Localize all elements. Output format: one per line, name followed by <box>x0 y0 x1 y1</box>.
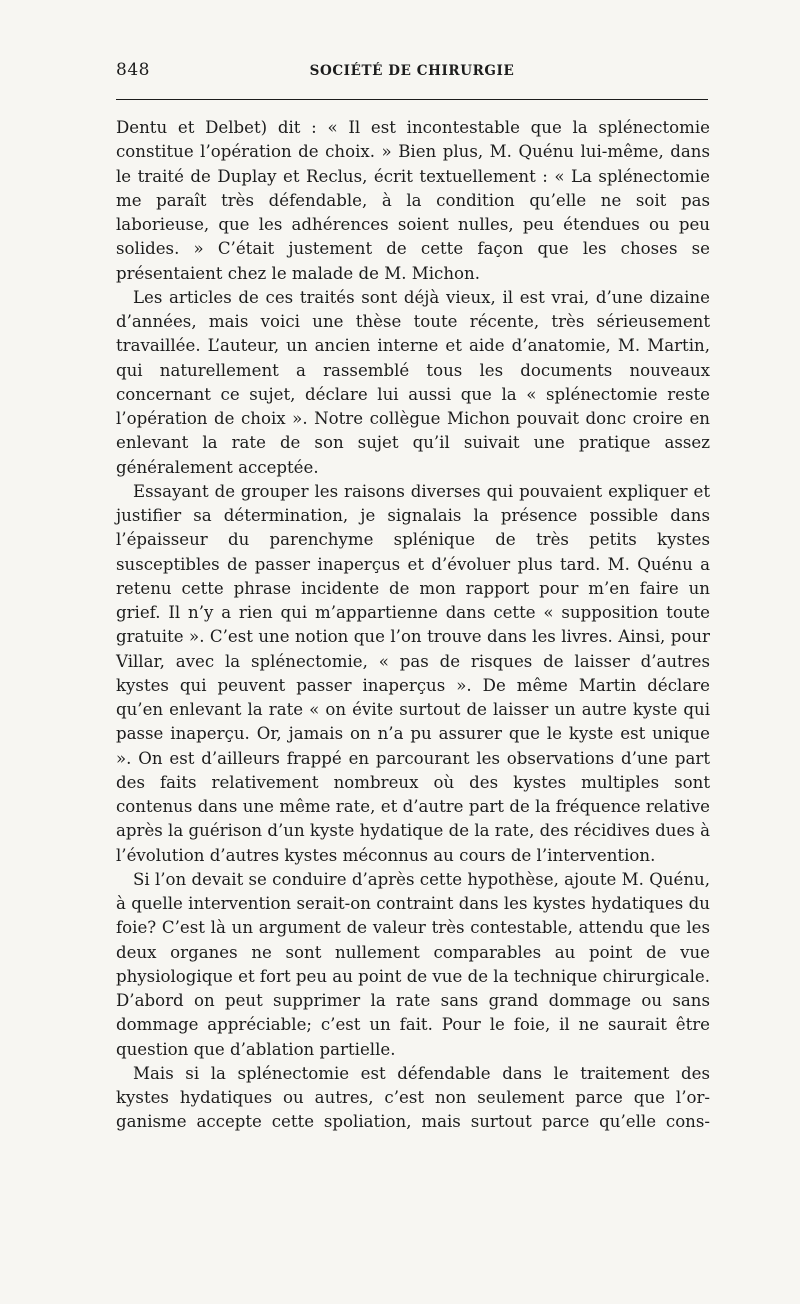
page-header <box>116 60 708 88</box>
header-rule <box>116 99 708 100</box>
paragraph-1: Dentu et Delbet) dit : « Il est incontestable que la splénectomie constitue l’opération de choix. » Bien plus, M. Quénu lui-même, dans le traité de Duplay et Reclus, écrit textuellement : « La splénectomie me paraît très défendable, à la condition qu’elle ne soit pas laborieuse, que les adhérences soient nulles, peu étendues ou peu solides. » C’était justement de cette façon que les choses se présentaient chez le malade de M. Michon. <box>116 118 710 283</box>
running-head: SOCIÉTÉ DE CHIRURGIE <box>309 63 515 79</box>
paragraph-5: Mais si la splénectomie est défendable dans le traitement des kystes hydatiques ou autres, c’est non seulement parce que l’organisme accepte cette spoliation, mais surtout parce qu’elle cons- <box>116 1063 710 1132</box>
paragraph-4: Si l’on devait se conduire d’après cette hypothèse, ajoute M. Quénu, à quelle intervention serait-on contraint dans les kystes hydatiques du foie? C’est là un argument de valeur très contestable, attendu que les deux organes ne sont nullement comparables au point de vue physiologique et fort peu au point de vue de la technique chirurgicale. D’abord on peut supprimer la rate sans grand dommage ou sans dommage appréciable; c’est un fait. Pour le foie, il ne saurait être question que d’ablation partielle. <box>116 869 710 1059</box>
page-number: 848 <box>116 60 150 80</box>
paragraph-2: Les articles de ces traités sont déjà vieux, il est vrai, d’une dizaine d’années, mais voici une thèse toute récente, très sérieusement travaillée. L’auteur, un ancien interne et aide d’anatomie, M. Martin, qui naturellement a rassemblé tous les documents nouveaux concernant ce sujet, déclare lui aussi que la « splénectomie reste l’opération de choix ». Notre collègue Michon pouvait donc croire en enlevant la rate de son sujet qu’il suivait une pratique assez généralement acceptée. <box>116 287 710 477</box>
paragraph-3: Essayant de grouper les raisons diverses qui pouvaient expliquer et justifier sa détermination, je signalais la présence possible dans l’épaisseur du parenchyme splénique de très petits kystes susceptibles de passer inaperçus et d’évoluer plus tard. M. Quénu a retenu cette phrase incidente de mon rapport pour m’en faire un grief. Il n’y a rien qui m’appartienne dans cette « supposition toute gratuite ». C’est une notion que l’on trouve dans les livres. Ainsi, pour Villar, avec la splénectomie, « pas de risques de laisser d’autres kystes qui peuvent passer inaperçus ». De même Martin déclare qu’en enlevant la rate « on évite surtout de laisser un autre kyste qui passe inaperçu. Or, jamais on n’a pu assurer que le kyste est unique ». On est d’ailleurs frappé en parcourant les observations d’une part des faits relativement nombreux où des kystes multiples sont contenus dans une même rate, et d’autre part de la fréquence relative après la guérison d’un kyste hydatique de la rate, des récidives dues à l’évolution d’autres kystes méconnus au cours de l’intervention. <box>116 481 710 865</box>
body-text <box>116 116 710 1135</box>
